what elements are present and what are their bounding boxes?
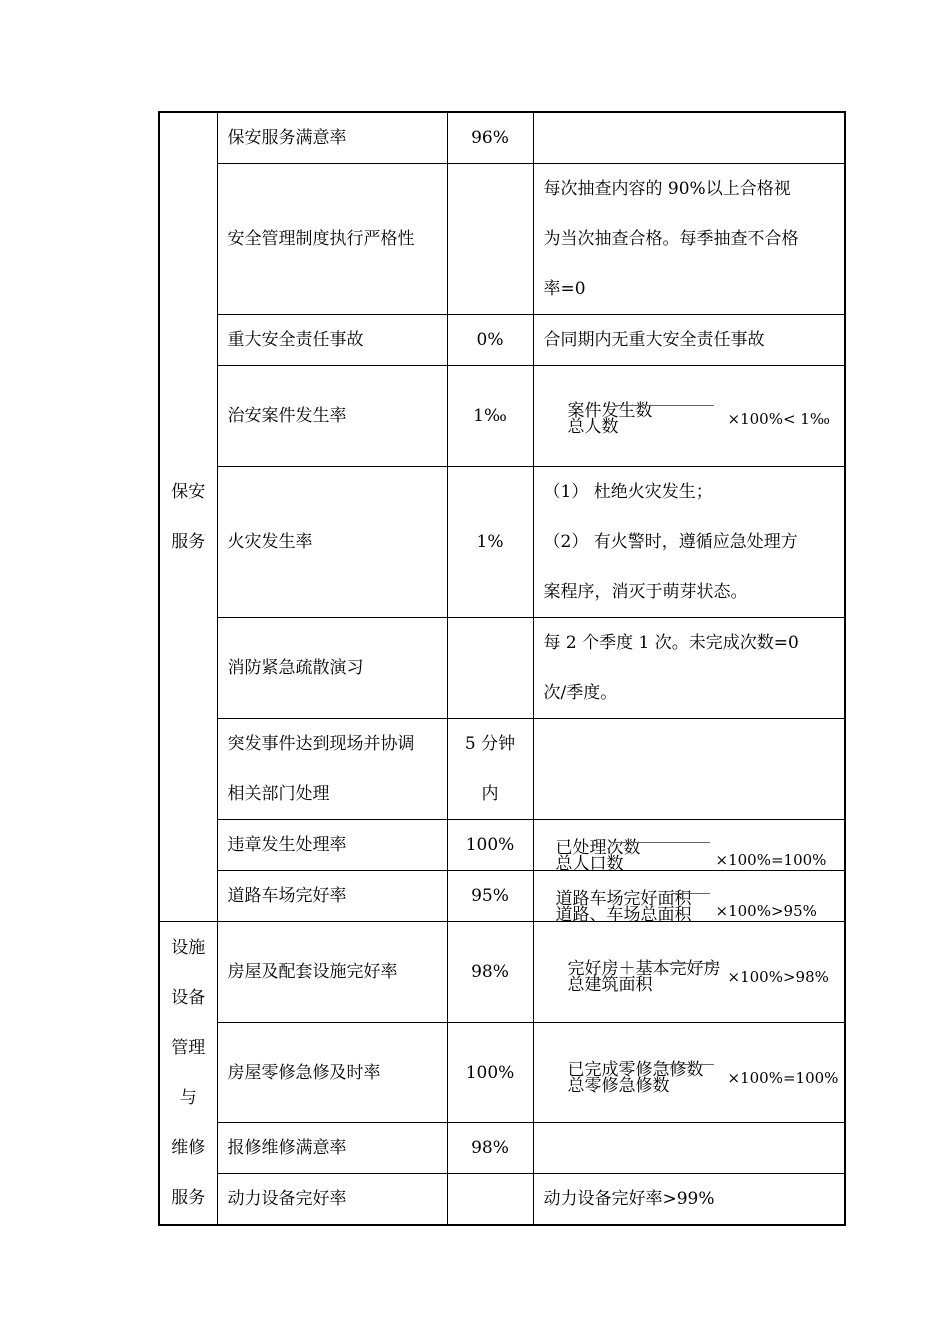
note-cell	[533, 719, 845, 820]
value-line: 内	[481, 784, 499, 804]
item-cell	[217, 719, 447, 820]
formula-suffix: ×100%>98%	[727, 968, 829, 986]
fraction-bar	[644, 963, 714, 964]
table-row	[159, 820, 845, 871]
note-cell	[533, 112, 845, 164]
item-cell: 安全管理制度执行严格性	[217, 164, 447, 315]
value-cell: 1‰	[447, 366, 533, 467]
formula-suffix: ×100%< 1‰	[727, 410, 830, 428]
note-line: 为当次抽查合格。每季抽查不合格	[543, 229, 799, 249]
value-line: 5 分钟	[464, 734, 516, 754]
category-line: 维修	[171, 1138, 206, 1158]
formula-denominator: 总人口数	[555, 854, 624, 874]
note-line: 每 2 个季度 1 次。未完成次数=0	[543, 633, 799, 653]
note-cell	[533, 164, 845, 315]
item-cell: 违章发生处理率	[217, 820, 447, 871]
formula	[540, 874, 839, 925]
item-cell: 保安服务满意率	[217, 112, 447, 164]
formula	[544, 382, 835, 437]
item-cell: 动力设备完好率	[217, 1174, 447, 1226]
item-cell: 重大安全责任事故	[217, 315, 447, 366]
table-row	[159, 1174, 845, 1226]
formula-cell	[533, 366, 845, 467]
item-cell: 火灾发生率	[217, 467, 447, 618]
fraction-bar	[614, 405, 714, 406]
formula-numerator: 案件发生数	[567, 401, 653, 421]
category-line: 保安	[171, 482, 206, 502]
item-cell: 房屋零修急修及时率	[217, 1023, 447, 1123]
value-cell	[447, 1174, 533, 1226]
formula-suffix: ×100%>95%	[715, 902, 817, 920]
value-cell: 100%	[447, 820, 533, 871]
table-row	[159, 467, 845, 618]
formula-cell	[533, 820, 845, 874]
item-line: 相关部门处理	[227, 784, 330, 804]
formula	[544, 940, 835, 995]
value-cell	[447, 164, 533, 315]
note-line: （2） 有火警时，遵循应急处理方	[543, 532, 798, 552]
note-line: 每次抽查内容的 90%以上合格视	[543, 179, 791, 199]
item-cell: 消防紧急疏散演习	[217, 618, 447, 719]
value-cell	[447, 618, 533, 719]
item-cell: 报修维修满意率	[217, 1123, 447, 1174]
formula-numerator: 已处理次数	[555, 838, 641, 858]
note-line: （1） 杜绝火灾发生；	[543, 482, 713, 502]
table-row	[159, 366, 845, 467]
fraction-bar	[610, 842, 710, 843]
note-cell	[533, 618, 845, 719]
value-cell: 1%	[447, 467, 533, 618]
category-line: 管理	[171, 1038, 206, 1058]
formula-numerator: 已完成零修急修数	[567, 1060, 704, 1080]
value-cell: 96%	[447, 112, 533, 164]
formula	[540, 823, 839, 874]
table-row	[159, 1123, 845, 1174]
category-line: 设施	[171, 938, 206, 958]
formula	[544, 1041, 839, 1096]
category-line: 服务	[171, 532, 206, 552]
fraction-bar	[654, 1064, 714, 1065]
note-line: 次/季度。	[543, 683, 618, 703]
category-line: 与	[179, 1088, 197, 1108]
category-line: 设备	[171, 988, 206, 1008]
formula-denominator: 道路、车场总面积	[555, 905, 692, 925]
note-cell: 动力设备完好率>99%	[533, 1174, 845, 1226]
formula-numerator: 完好房＋基本完好房	[567, 959, 721, 979]
standards-table	[158, 111, 846, 1226]
value-cell: 0%	[447, 315, 533, 366]
category-security	[159, 112, 217, 922]
formula-cell	[533, 871, 845, 925]
note-cell	[533, 1123, 845, 1174]
table-row	[159, 719, 845, 820]
formula-suffix: ×100%=100%	[715, 851, 827, 869]
table-row	[159, 112, 845, 164]
table-row	[159, 1023, 845, 1123]
note-line: 率=0	[543, 279, 586, 299]
category-line: 服务	[171, 1188, 206, 1208]
formula-denominator: 总人数	[567, 417, 619, 437]
item-cell: 房屋及配套设施完好率	[217, 922, 447, 1023]
value-cell: 100%	[447, 1023, 533, 1123]
table-row	[159, 315, 845, 366]
category-facility	[159, 922, 217, 1226]
table-row	[159, 922, 845, 1023]
table-row	[159, 871, 845, 922]
note-cell	[533, 467, 845, 618]
value-cell	[447, 719, 533, 820]
fraction-bar	[672, 893, 710, 894]
item-cell: 治安案件发生率	[217, 366, 447, 467]
note-cell: 合同期内无重大安全责任事故	[533, 315, 845, 366]
formula-cell	[533, 1023, 845, 1123]
value-cell: 98%	[447, 922, 533, 1023]
formula-denominator: 总零修急修数	[567, 1076, 670, 1096]
formula-suffix: ×100%=100%	[727, 1069, 839, 1087]
note-line: 案程序，消灭于萌芽状态。	[543, 582, 748, 602]
table-row	[159, 164, 845, 315]
formula-denominator: 总建筑面积	[567, 975, 653, 995]
table-row	[159, 618, 845, 719]
item-line: 突发事件达到现场并协调	[227, 734, 415, 754]
item-cell: 道路车场完好率	[217, 871, 447, 922]
value-cell: 95%	[447, 871, 533, 922]
formula-numerator: 道路车场完好面积	[555, 889, 692, 909]
value-cell: 98%	[447, 1123, 533, 1174]
